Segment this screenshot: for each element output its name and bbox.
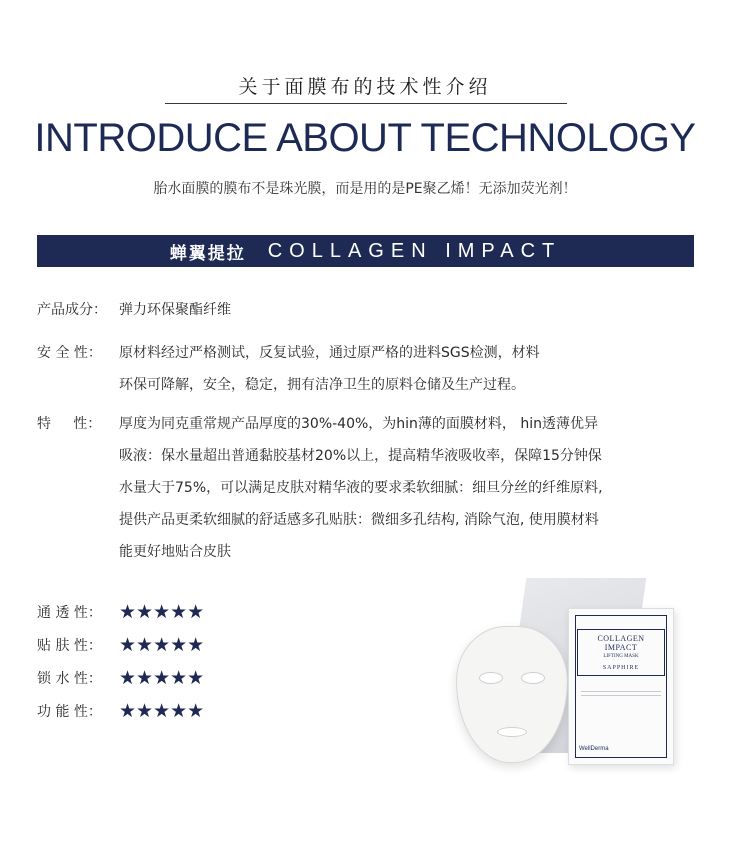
cn-title: 关于面膜布的技术性介绍 <box>238 76 492 98</box>
fine-print-line <box>581 691 661 692</box>
rating-label: 贴 肤 性： <box>37 638 102 654</box>
spec-text-line: 水量大于75%，可以满足皮肤对精华液的要求柔软细腻：细旦分丝的纤维原料, <box>119 480 603 496</box>
product-image <box>436 568 706 780</box>
spec-features <box>37 408 697 568</box>
fine-print-line <box>581 695 661 696</box>
rating-row-function <box>37 699 204 723</box>
mask-eye-hole <box>479 672 503 684</box>
rating-row-adhesion <box>37 633 204 657</box>
spec-text-line: 吸液：保水量超出普通黏胶基材20%以上，提高精华液吸收率，保障15分钟保 <box>119 448 602 464</box>
spec-safety <box>37 337 697 401</box>
spec-text-line: 能更好地贴合皮肤 <box>119 544 231 560</box>
rating-label: 锁 水 性： <box>37 671 102 687</box>
star-rating: ★★★★★ <box>119 700 205 722</box>
banner-en-name: COLLAGEN IMPACT <box>267 239 562 262</box>
star-rating: ★★★★★ <box>119 667 205 689</box>
mask-eye-hole <box>521 672 545 684</box>
rating-label: 通 透 性： <box>37 605 102 621</box>
banner-cn-name: 蝉翼提拉 <box>169 243 246 264</box>
rating-row-breathability <box>37 600 204 624</box>
mask-mouth-hole <box>497 727 527 737</box>
spec-text-line: 厚度为同克重常规产品厚度的30%-40%，为hin薄的面膜材料， hin透薄优异 <box>119 416 599 432</box>
spec-text-line: 原材料经过严格测试，反复试验，通过原严格的进料SGS检测，材料 <box>119 345 540 361</box>
star-rating: ★★★★★ <box>119 601 205 623</box>
star-rating: ★★★★★ <box>119 634 205 656</box>
subtitle: 胎水面膜的膜布不是珠光膜，而是用的是PE聚乙烯！无添加荧光剂！ <box>153 181 577 197</box>
package-label <box>577 629 665 676</box>
spec-text-line: 环保可降解，安全，稳定，拥有洁净卫生的原料仓储及生产过程。 <box>119 377 525 393</box>
spec-label: 特 性： <box>37 416 102 432</box>
package-subtitle: LIFTING MASK <box>603 654 639 659</box>
mask-package <box>568 608 674 765</box>
spec-text: 弹力环保聚酯纤维 <box>119 302 231 318</box>
rating-label: 功 能 性： <box>37 704 102 720</box>
package-title: COLLAGEN IMPACT <box>597 634 645 652</box>
en-title: INTRODUCE ABOUT TECHNOLOGY <box>34 116 696 160</box>
title-divider <box>165 103 567 104</box>
spec-label: 产品成分： <box>37 302 107 318</box>
package-variant: SAPPHIRE <box>602 665 640 671</box>
spec-label: 安 全 性： <box>37 345 102 361</box>
spec-ingredients <box>37 294 697 326</box>
rating-row-moisture <box>37 666 204 690</box>
package-brand: WellDerma <box>579 746 609 752</box>
spec-text-line: 提供产品更柔软细腻的舒适感多孔贴肤：微细多孔结构, 消除气泡, 使用膜材料 <box>119 512 599 528</box>
product-banner <box>37 235 694 267</box>
package-fine-print <box>581 691 661 699</box>
